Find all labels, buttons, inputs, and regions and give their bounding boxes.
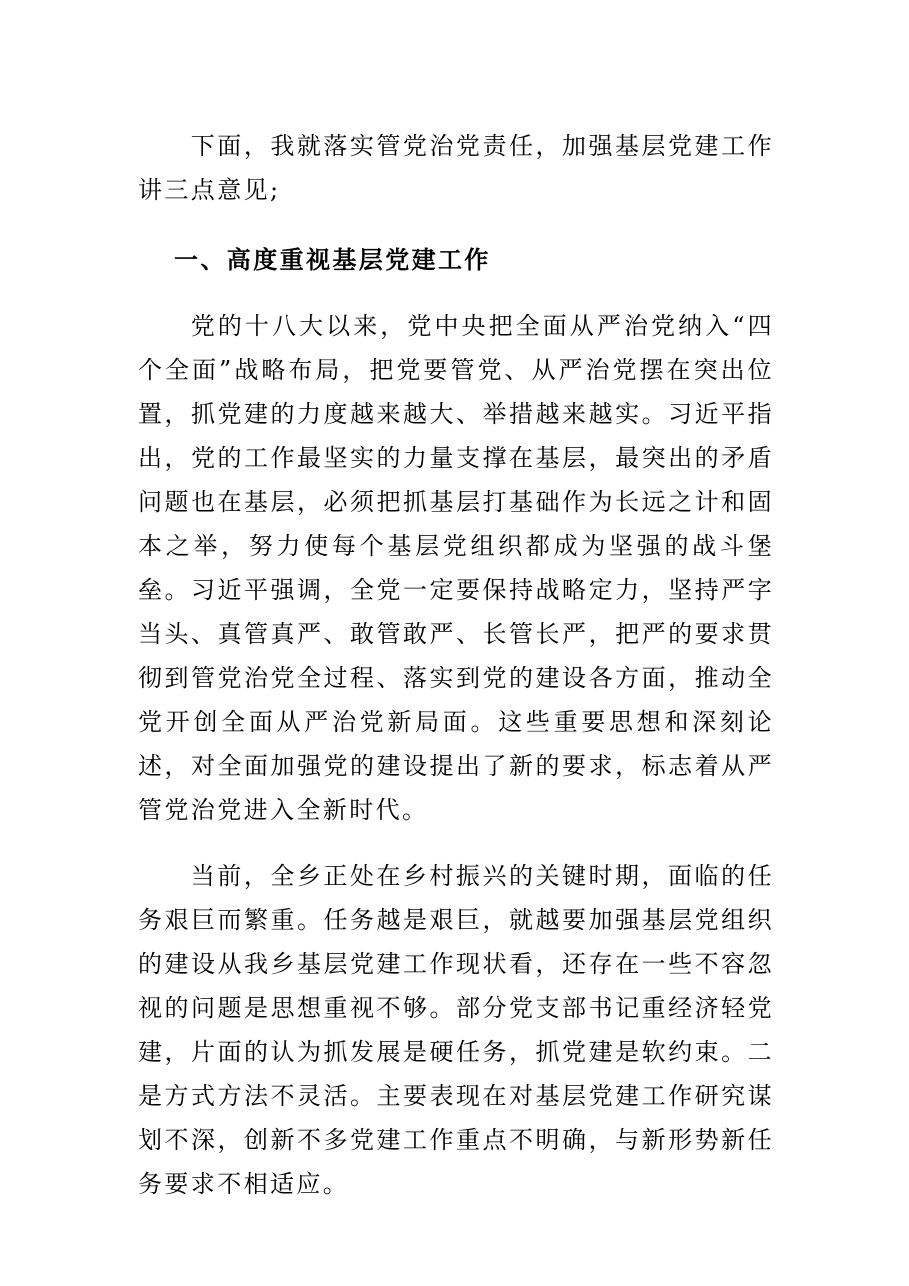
intro-paragraph: 下面，我就落实管党治党责任，加强基层党建工作讲三点意见;: [138, 132, 774, 204]
body-paragraph: 党的十八大以来，党中央把全面从严治党纳入“四个全面”战略布局，把党要管党、从严治党摆在突出位置，抓党建的力度越来越大、举措越来越实。习近平指出，党的工作最坚实的力量支撑在基层，最突出的矛盾问题也在基层，必须把抓基层打基础作为长远之计和固本之举，努力使每个基层党组织都成为坚强的战斗堡垒。习近平强调，全党一定要保持战略定力，坚持严字当头、真管真严、敢管敢严、长管长严，把严的要求贯彻到管党治党全过程、落实到党的建设各方面，推动全党开创全面从严治党新局面。这些重要思想和深刻论述，对全面加强党的建设提出了新的要求，标志着从严管党治党进入全新时代。: [138, 312, 774, 824]
document-body: [138, 124, 774, 1206]
body-paragraph: 当前，全乡正处在乡村振兴的关键时期，面临的任务艰巨而繁重。任务越是艰巨，就越要加强基层党组织的建设从我乡基层党建工作现状看，还存在一些不容忽视的问题是思想重视不够。部分党支部书记重经济轻党建，片面的认为抓发展是硬任务，抓党建是软约束。二是方式方法不灵活。主要表现在对基层党建工作研究谋划不深，创新不多党建工作重点不明确，与新形势新任务要求不相适应。: [138, 862, 774, 1198]
section-heading: 一、高度重视基层党建工作: [174, 246, 491, 274]
